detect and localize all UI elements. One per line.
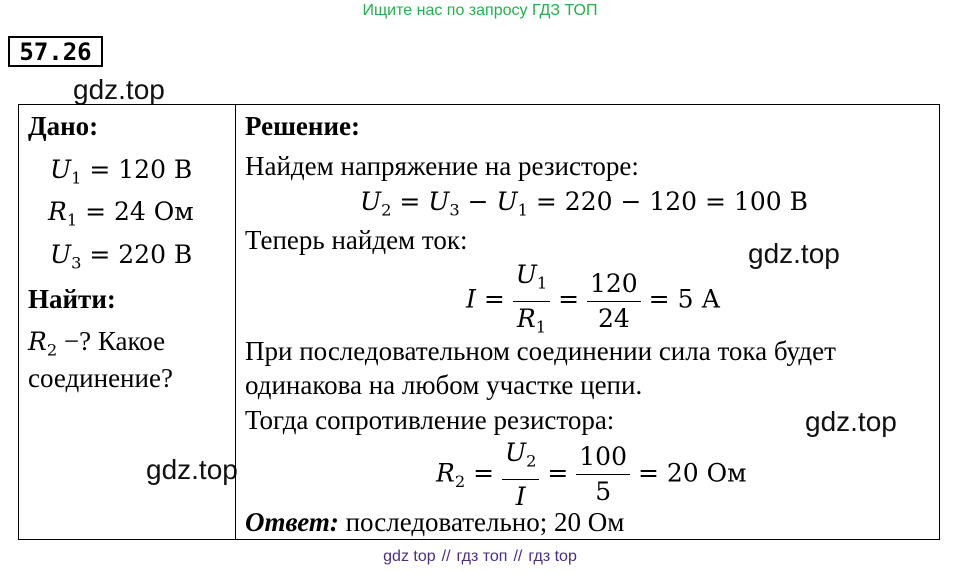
given-header: Дано: (28, 111, 99, 141)
fraction-120-24: $\frac{120}{24}$ (587, 267, 641, 336)
fraction-u1-r1: $\frac{U_1}{R_1}$ (513, 258, 550, 344)
fraction-100-5: $\frac{100}{5}$ (576, 440, 630, 509)
solution-line-5: Тогда сопротивление резистора: (245, 405, 615, 435)
answer-label: Ответ: (245, 507, 339, 537)
watermark-4: gdz.top (146, 454, 238, 485)
find-header: Найти: (28, 284, 116, 314)
top-search-hint[interactable]: Ищите нас по запросу ГДЗ ТОП (362, 2, 598, 19)
bottom-link[interactable]: gdz top (383, 548, 436, 565)
bottom-link[interactable]: гдз топ (456, 548, 508, 565)
solution-line-2: Теперь найдем ток: (245, 225, 468, 255)
bottom-link[interactable]: гдз top (528, 548, 577, 565)
watermark-2: gdz.top (748, 238, 840, 269)
link-separator: // (513, 548, 523, 565)
bottom-links (0, 548, 960, 566)
find-line-2: соединение? (28, 363, 173, 393)
given-item: $U_1 = 120$ В (50, 155, 193, 188)
column-divider (235, 104, 236, 540)
equation-voltage: $U_2 = U_3 - U_1 = 220 - 120 = 100$ В (360, 187, 808, 220)
link-separator: // (441, 548, 451, 565)
problem-number: 57.26 (8, 36, 103, 67)
given-item: $R_1 = 24$ Ом (48, 197, 194, 230)
find-line-1: $R_2$ −? Какое (28, 326, 166, 360)
watermark-3: gdz.top (805, 406, 897, 437)
equation-resistance: $R_2$ = $\frac{U_2}{I}$ = $\frac{100}{5}$ = 20 Ом (436, 436, 747, 514)
solution-line-1: Найдем напряжение на резисторе: (245, 151, 639, 181)
solution-line-4: одинакова на любом участке цепи. (245, 370, 643, 400)
solution-line-3: При последовательном соединении сила тока будет (245, 336, 836, 366)
equation-current: I = $\frac{U_1}{R_1}$ = $\frac{120}{24}$ = 5 А (466, 258, 720, 344)
given-item: $U_3 = 220$ В (50, 240, 193, 273)
answer-line (245, 506, 624, 538)
solution-header: Решение: (245, 111, 360, 141)
watermark-1: gdz.top (73, 74, 165, 105)
answer-text: последовательно; 20 Ом (338, 507, 625, 537)
fraction-u2-i: $\frac{U_2}{I}$ (502, 436, 539, 514)
